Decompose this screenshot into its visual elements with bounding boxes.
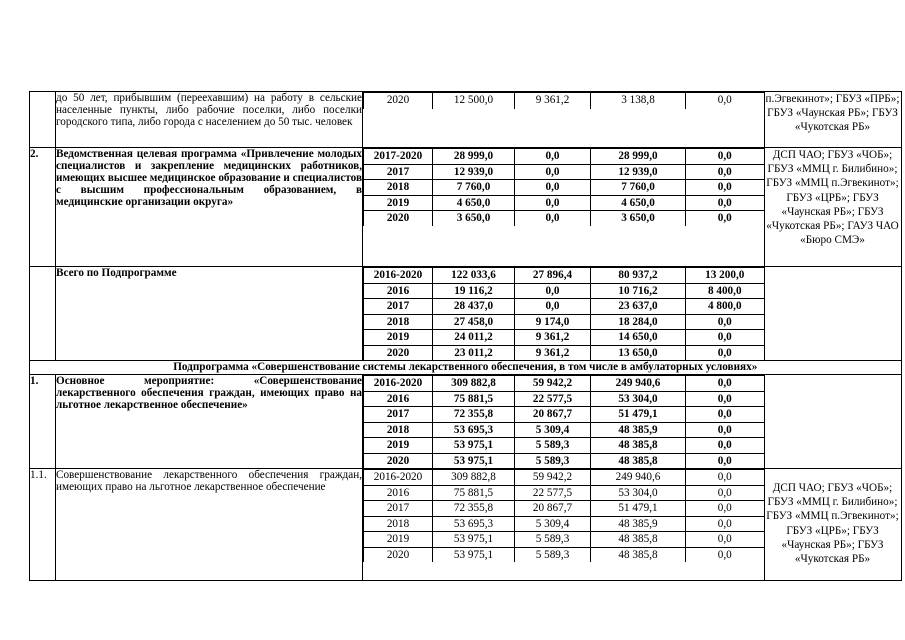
total-cell: 53 975,1 [433, 532, 515, 548]
row-executors: п.Эгвекинот»; ГБУЗ «ПРБ»; ГБУЗ «Чаунская РБ»; ГБУЗ «Чукотская РБ» [764, 92, 901, 148]
period-cell: 2020 [364, 93, 433, 110]
period-cell: 2016 [364, 391, 433, 407]
federal-cell: 9 174,0 [515, 314, 591, 330]
other-cell: 4 800,0 [686, 299, 764, 315]
period-cell: 2020 [364, 211, 433, 226]
federal-cell: 22 577,5 [515, 391, 591, 407]
period-cell: 2016 [364, 283, 433, 299]
total-cell: 28 437,0 [433, 299, 515, 315]
value-row [364, 376, 764, 392]
value-row [364, 180, 764, 196]
federal-cell: 22 577,5 [515, 485, 591, 501]
total-cell: 75 881,5 [433, 485, 515, 501]
regional-cell: 48 385,9 [591, 422, 686, 438]
regional-cell: 28 999,0 [591, 149, 686, 165]
total-cell: 309 882,8 [433, 376, 515, 392]
federal-cell: 0,0 [515, 195, 591, 211]
federal-cell: 0,0 [515, 299, 591, 315]
total-cell: 24 011,2 [433, 330, 515, 346]
row-description: Ведомственная целевая программа «Привлечение молодых специалистов и закрепление медицинских работников, имеющих высшее медицинское образование и специалистов с высшим профессиональным образованием, в медицинские организации округа» [56, 148, 363, 267]
section-title: Подпрограмма «Совершенствование системы лекарственного обеспечения, в том числе в амбулаторных условиях» [30, 361, 902, 375]
period-cell: 2018 [364, 422, 433, 438]
row-description: до 50 лет, прибывшим (переехавшим) на работу в сельские населенные пункты, либо рабочие поселки, либо поселки городского типа, либо города с населением до 50 тыс. человек [56, 92, 363, 148]
period-cell: 2019 [364, 330, 433, 346]
federal-cell: 5 589,3 [515, 438, 591, 454]
table-row [30, 469, 902, 581]
value-row [364, 501, 764, 517]
federal-cell: 59 942,2 [515, 470, 591, 486]
period-cell: 2017 [364, 299, 433, 315]
regional-cell: 23 637,0 [591, 299, 686, 315]
federal-cell: 5 589,3 [515, 547, 591, 562]
regional-cell: 48 385,8 [591, 438, 686, 454]
federal-cell: 5 589,3 [515, 453, 591, 468]
value-row [364, 211, 764, 226]
value-row [364, 345, 764, 360]
regional-cell: 48 385,8 [591, 532, 686, 548]
values-subtable [363, 92, 764, 109]
federal-cell: 9 361,2 [515, 93, 591, 110]
table-row [30, 148, 902, 267]
row-number: 1.1. [30, 469, 56, 581]
value-row [364, 149, 764, 165]
regional-cell: 51 479,1 [591, 501, 686, 517]
total-cell: 27 458,0 [433, 314, 515, 330]
row-executors [764, 375, 901, 469]
row-executors: ДСП ЧАО; ГБУЗ «ЧОБ»; ГБУЗ «ММЦ г. Билибино»; ГБУЗ «ММЦ п.Эгвекинот»; ГБУЗ «ЦРБ»; ГБУЗ «Чаунская РБ»; ГБУЗ «Чукотская РБ» [764, 469, 901, 581]
regional-cell: 13 650,0 [591, 345, 686, 360]
total-cell: 72 355,8 [433, 407, 515, 423]
table-row [30, 361, 902, 375]
value-row [364, 268, 764, 284]
value-row [364, 283, 764, 299]
row-number: 1. [30, 375, 56, 469]
federal-cell: 0,0 [515, 283, 591, 299]
regional-cell: 18 284,0 [591, 314, 686, 330]
period-cell: 2016-2020 [364, 268, 433, 284]
period-cell: 2016-2020 [364, 376, 433, 392]
period-cell: 2017 [364, 407, 433, 423]
total-cell: 75 881,5 [433, 391, 515, 407]
other-cell: 0,0 [686, 180, 764, 196]
total-cell: 53 975,1 [433, 453, 515, 468]
federal-cell: 59 942,2 [515, 376, 591, 392]
federal-cell: 5 589,3 [515, 532, 591, 548]
federal-cell: 20 867,7 [515, 501, 591, 517]
regional-cell: 7 760,0 [591, 180, 686, 196]
period-cell: 2017 [364, 164, 433, 180]
period-cell: 2019 [364, 532, 433, 548]
value-row [364, 195, 764, 211]
values-subtable [363, 375, 764, 468]
values-subtable [363, 148, 764, 226]
value-row [364, 547, 764, 562]
total-cell: 7 760,0 [433, 180, 515, 196]
federal-cell: 27 896,4 [515, 268, 591, 284]
row-values [363, 469, 765, 581]
value-row [364, 422, 764, 438]
table-row [30, 267, 902, 361]
regional-cell: 14 650,0 [591, 330, 686, 346]
period-cell: 2020 [364, 547, 433, 562]
row-number [30, 92, 56, 148]
regional-cell: 80 937,2 [591, 268, 686, 284]
other-cell: 0,0 [686, 391, 764, 407]
other-cell: 8 400,0 [686, 283, 764, 299]
other-cell: 0,0 [686, 547, 764, 562]
period-cell: 2020 [364, 345, 433, 360]
value-row [364, 407, 764, 423]
other-cell: 0,0 [686, 345, 764, 360]
federal-cell: 5 309,4 [515, 516, 591, 532]
row-executors [764, 267, 901, 361]
row-values [363, 267, 765, 361]
period-cell: 2018 [364, 314, 433, 330]
value-row [364, 330, 764, 346]
program-table [29, 91, 902, 581]
total-cell: 12 500,0 [433, 93, 515, 110]
value-row [364, 391, 764, 407]
other-cell: 0,0 [686, 485, 764, 501]
period-cell: 2018 [364, 180, 433, 196]
period-cell: 2016-2020 [364, 470, 433, 486]
values-subtable [363, 469, 764, 562]
values-subtable [363, 267, 764, 360]
row-executors: ДСП ЧАО; ГБУЗ «ЧОБ»; ГБУЗ «ММЦ г. Билибино»; ГБУЗ «ММЦ п.Эгвекинот»; ГБУЗ «ЦРБ»; ГБУЗ «Чаунская РБ»; ГБУЗ «Чукотская РБ»; ГАУЗ ЧАО «Бюро СМЭ» [764, 148, 901, 267]
other-cell: 0,0 [686, 407, 764, 423]
total-cell: 3 650,0 [433, 211, 515, 226]
federal-cell: 0,0 [515, 211, 591, 226]
total-cell: 4 650,0 [433, 195, 515, 211]
regional-cell: 48 385,8 [591, 547, 686, 562]
federal-cell: 9 361,2 [515, 345, 591, 360]
total-cell: 53 975,1 [433, 547, 515, 562]
other-cell: 0,0 [686, 438, 764, 454]
other-cell: 0,0 [686, 149, 764, 165]
value-row [364, 314, 764, 330]
value-row [364, 299, 764, 315]
other-cell: 0,0 [686, 330, 764, 346]
table-row [30, 375, 902, 469]
other-cell: 0,0 [686, 314, 764, 330]
row-description: Основное мероприятие: «Совершенствование лекарственного обеспечения граждан, имеющих право на льготное лекарственное обеспечение» [56, 375, 363, 469]
total-cell: 309 882,8 [433, 470, 515, 486]
regional-cell: 48 385,8 [591, 453, 686, 468]
value-row [364, 485, 764, 501]
total-cell: 23 011,2 [433, 345, 515, 360]
federal-cell: 5 309,4 [515, 422, 591, 438]
other-cell: 0,0 [686, 211, 764, 226]
row-number [30, 267, 56, 361]
regional-cell: 10 716,2 [591, 283, 686, 299]
row-number: 2. [30, 148, 56, 267]
other-cell: 13 200,0 [686, 268, 764, 284]
regional-cell: 51 479,1 [591, 407, 686, 423]
row-description: Совершенствование лекарственного обеспечения граждан, имеющих право на льготное лекарственное обеспечение [56, 469, 363, 581]
row-values [363, 148, 765, 267]
value-row [364, 470, 764, 486]
total-cell: 72 355,8 [433, 501, 515, 517]
other-cell: 0,0 [686, 453, 764, 468]
period-cell: 2020 [364, 453, 433, 468]
period-cell: 2018 [364, 516, 433, 532]
value-row [364, 438, 764, 454]
table-row [30, 92, 902, 148]
value-row [364, 164, 764, 180]
period-cell: 2016 [364, 485, 433, 501]
other-cell: 0,0 [686, 470, 764, 486]
row-values [363, 92, 765, 148]
other-cell: 0,0 [686, 516, 764, 532]
regional-cell: 53 304,0 [591, 485, 686, 501]
other-cell: 0,0 [686, 532, 764, 548]
federal-cell: 20 867,7 [515, 407, 591, 423]
federal-cell: 9 361,2 [515, 330, 591, 346]
regional-cell: 249 940,6 [591, 470, 686, 486]
other-cell: 0,0 [686, 164, 764, 180]
total-cell: 53 695,3 [433, 516, 515, 532]
federal-cell: 0,0 [515, 180, 591, 196]
value-row [364, 532, 764, 548]
period-cell: 2019 [364, 195, 433, 211]
other-cell: 0,0 [686, 376, 764, 392]
period-cell: 2017 [364, 501, 433, 517]
row-description: Всего по Подпрограмме [56, 267, 363, 361]
other-cell: 0,0 [686, 195, 764, 211]
other-cell: 0,0 [686, 422, 764, 438]
regional-cell: 3 650,0 [591, 211, 686, 226]
total-cell: 122 033,6 [433, 268, 515, 284]
regional-cell: 53 304,0 [591, 391, 686, 407]
other-cell: 0,0 [686, 501, 764, 517]
period-cell: 2019 [364, 438, 433, 454]
regional-cell: 3 138,8 [591, 93, 686, 110]
regional-cell: 48 385,9 [591, 516, 686, 532]
total-cell: 53 695,3 [433, 422, 515, 438]
value-row [364, 453, 764, 468]
value-row [364, 93, 764, 110]
federal-cell: 0,0 [515, 164, 591, 180]
other-cell: 0,0 [686, 93, 764, 110]
period-cell: 2017-2020 [364, 149, 433, 165]
federal-cell: 0,0 [515, 149, 591, 165]
value-row [364, 516, 764, 532]
total-cell: 28 999,0 [433, 149, 515, 165]
regional-cell: 249 940,6 [591, 376, 686, 392]
total-cell: 12 939,0 [433, 164, 515, 180]
row-values [363, 375, 765, 469]
total-cell: 19 116,2 [433, 283, 515, 299]
total-cell: 53 975,1 [433, 438, 515, 454]
regional-cell: 4 650,0 [591, 195, 686, 211]
regional-cell: 12 939,0 [591, 164, 686, 180]
